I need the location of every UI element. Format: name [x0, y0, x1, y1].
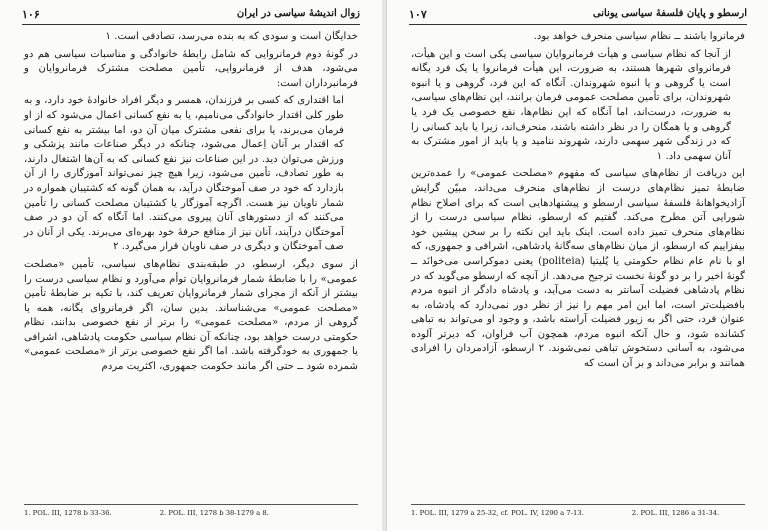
left-running-title: زوال اندیشهٔ سیاسی در ایران: [236, 8, 360, 19]
right-page-number: ۱۰۷: [409, 8, 427, 21]
left-footnotes: [24, 504, 358, 517]
right-page-header: [409, 8, 747, 25]
left-page-header: [22, 8, 360, 25]
footnote: 2. POL. III, 1286 a 31-34.: [631, 509, 720, 517]
footnote: 1. POL. III, 1279 a 25-32, cf. POL. IV, 1290 a 7-13.: [411, 509, 584, 517]
left-page: [0, 0, 383, 531]
right-paragraph: فرمانروا باشند ــ نظام سیاسی منحرف خواهد بود.: [533, 31, 745, 42]
left-paragraph: خدایگان است و سودی که به بنده می‌رسد، تصادفی است. ۱: [105, 31, 358, 42]
right-body-text: [411, 30, 745, 375]
footnote: 2. POL. III, 1278 b 38-1279 a 8.: [159, 509, 269, 517]
right-running-title: ارسطو و پایان فلسفهٔ سیاسی یونانی: [592, 8, 747, 19]
left-paragraph: از سوی دیگر، ارسطو، در طبقه‌بندی نظام‌های سیاسی، تأمین «مصلحت عمومی» را با ضابطهٔ شمار فرمانروایان توأم می‌آورد و نظام سیاسی درست را بیشتر از آنکه از مجرای شمار فرمانروایان تعریف کند، با تکیه بر ضابطهٔ تأمین «مصلحت عمومی» می‌شناساند. بدین سان، اگر فرمانروای یگانه، همه یا گروهی از مردم، «مصلحت عمومی» را برتر از نفع خصوصی بدانند، نظام حکومتی درست خواهد بود، چنانکه آن نظام سیاسی حکومت پادشاهی، اشرافی یا جمهوری به خودگرفته باشد. اما اگر نفع خصوصی برتر از «مصلحت عمومی» شمرده شود ــ حتی اگر مانند حکومت جمهوری، اکثریت مردم: [24, 258, 358, 373]
right-footnotes: [411, 504, 745, 517]
right-block-quote: از آنجا که نظام سیاسی و هیأت فرمانروایان سیاسی یکی است و این هیأت، فرمانروای شهرها هستند، به ضرورت، این هیأت فرمانروا یا یک فرد یگانه است یا گروهی و یا انبوه شهروندان. آنگاه که این فرد، گروهی و یا انبوه شهروندان، برای تأمین مصلحت عمومی فرمان برانند، این نظام‌های سیاسی، به ضرورت، درست‌اند، اما آنگاه که این نظام‌ها، نفع خصوصی یک فرد یا گروهی و یا همگان را در نظر داشته باشند، منحرف‌اند، زیرا یا باید کسانی را که در زندگی شهر سهمی دارند، شهروند ننامید و یا باید از امور مشترک به آنان سهمی داد. ۱: [411, 48, 731, 162]
right-page: [386, 0, 768, 531]
left-paragraph: در گونهٔ دوم فرمانروایی که شامل رابطهٔ خانوادگی و مناسبات سیاسی هم دو می‌شود، هدف از فرمانروایی، تأمین مصلحت مشترک فرمانروایان و فرمانبرداران است:: [24, 48, 358, 89]
right-paragraph: این دریافت از نظام‌های سیاسی که مفهوم «مصلحت عمومی» را عمده‌ترین ضابطهٔ تمیز نظام‌های درست از نظام‌های منحرف می‌داند، مبیّن گرایش آزادیخواهانهٔ فلسفهٔ سیاسی ارسطو و پیشنهادهایی است که برای اصلاح نظام شورایی آتن مطرح می‌کند. گفتیم که ارسطو، نظام سیاسی درست را از نظام‌های منحرف تمیز داده است. اینک باید این نکته را بر سخن پیشین خود بیفزاییم که ارسطو، از میان نظام‌های سه‌گانهٔ پادشاهی، اشرافی و جمهوری، که او با نام عام نظام حکومتی یا پُلیتیا (politeia) یعنی دموکراسی می‌خوانَد ــ گونهٔ اخیر را بر دو گونهٔ نخست ترجیح می‌دهد. از آنچه که ارسطو می‌گوید که در نظام پادشاهی فضیلت آسانتر به دست می‌آید، و پادشاه دادگر از انبوه مردم بافضیلت‌تر است، اما این امر مهم را نیز از نظر دور نمی‌دارد که پادشاه، به عنوان فرد، حتی اگر به زیور فضیلت آراسته باشد، و وجود او می‌تواند به تباهی کشانده شود، و حال آنکه انبوه مردم، همچون آب فراوان، که دیرتر آلوده می‌شود، به آسانی دستخوش تباهی نمی‌شوند. ۲ ارسطو، آزادمردان را افرادی همانند و برابر می‌داند و بر آن است که: [411, 168, 745, 370]
footnote: 1. POL. III, 1278 b 33-36.: [24, 509, 112, 517]
left-body-text: [24, 30, 358, 378]
left-block-quote: اما اقتداری که کسی بر فرزندان، همسر و دیگر افراد خانوادهٔ خود دارد، و به طور کلی اقتدار خانوادگی می‌نامیم، یا به نفع کسانی اعمال می‌شود که از او فرمان می‌برند، یا برای نفعی مشترک میان آن دو، اما بیشتر به نفع کسانی که اقتدار بر آنان اِعمال می‌شود، چنانکه در دیگر صناعات مانند پزشکی و ورزش می‌توان دید. در این صناعات نیز نفع کسانی که به آن‌ها اشتغال دارند، به طور تصادف، تأمین می‌شود، زیرا هیچ چیز نمی‌تواند آموزگاری را از آن بازدارد که خود در صف آموختگان درآید، به همان گونه که کشتیبان همواره در شمار ناویان نیز هست. اگرچه آموزگار یا کشتیبان مصلحت کسانی را تأمین می‌کنند که از دستورهای آنان پیروی می‌کنند. اما آنگاه که آن دو در صف آموختگان درآیند، آنان نیز از منافع حرفهٔ خود بهره‌ای می‌برند. یکی از آنان در صف آموختگان و دیگری در صف ناویان قرار می‌گیرد. ۲: [24, 95, 344, 253]
left-page-number: ۱۰۶: [22, 8, 40, 21]
